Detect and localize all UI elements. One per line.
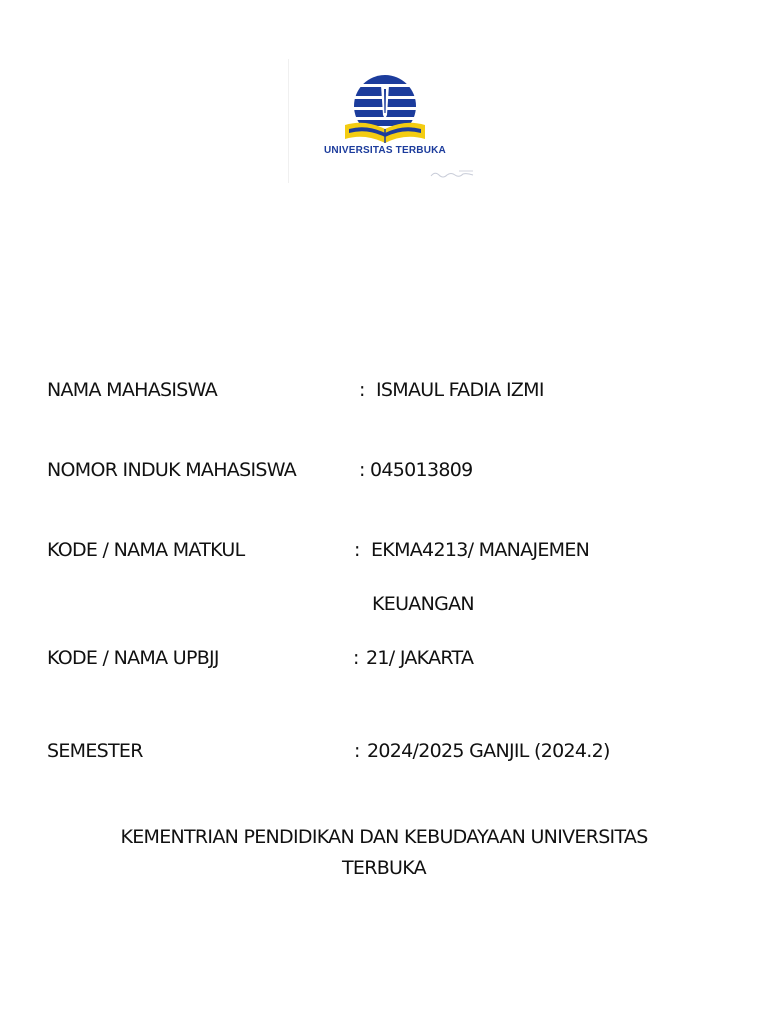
signature-mark-icon <box>429 169 475 179</box>
student-id-separator: : <box>359 459 365 481</box>
university-logo-text: UNIVERSITAS TERBUKA <box>324 145 446 156</box>
course-value-continued: KEUANGAN <box>372 593 474 615</box>
upbjj-separator: : <box>353 647 359 669</box>
institution-footer-line2: TERBUKA <box>342 857 426 879</box>
institution-footer-line1: KEMENTRIAN PENDIDIKAN DAN KEBUDAYAAN UNIVERSITAS <box>120 826 648 848</box>
upbjj-value: 21/ JAKARTA <box>366 647 474 669</box>
course-value: EKMA4213/ MANAJEMEN <box>371 539 590 561</box>
semester-label: SEMESTER <box>47 740 143 762</box>
student-name-separator: : <box>359 379 365 401</box>
course-separator: : <box>354 539 360 561</box>
upbjj-label: KODE / NAMA UPBJJ <box>47 647 219 669</box>
student-id-label: NOMOR INDUK MAHASISWA <box>47 459 297 481</box>
semester-value: 2024/2025 GANJIL (2024.2) <box>367 740 610 762</box>
university-logo <box>288 59 481 183</box>
institution-footer <box>60 822 708 884</box>
student-name-value: ISMAUL FADIA IZMI <box>376 379 544 401</box>
student-name-label: NAMA MAHASISWA <box>47 379 217 401</box>
student-id-value: 045013809 <box>370 459 473 481</box>
semester-separator: : <box>354 740 360 762</box>
university-emblem-icon <box>289 59 481 149</box>
course-label: KODE / NAMA MATKUL <box>47 539 245 561</box>
